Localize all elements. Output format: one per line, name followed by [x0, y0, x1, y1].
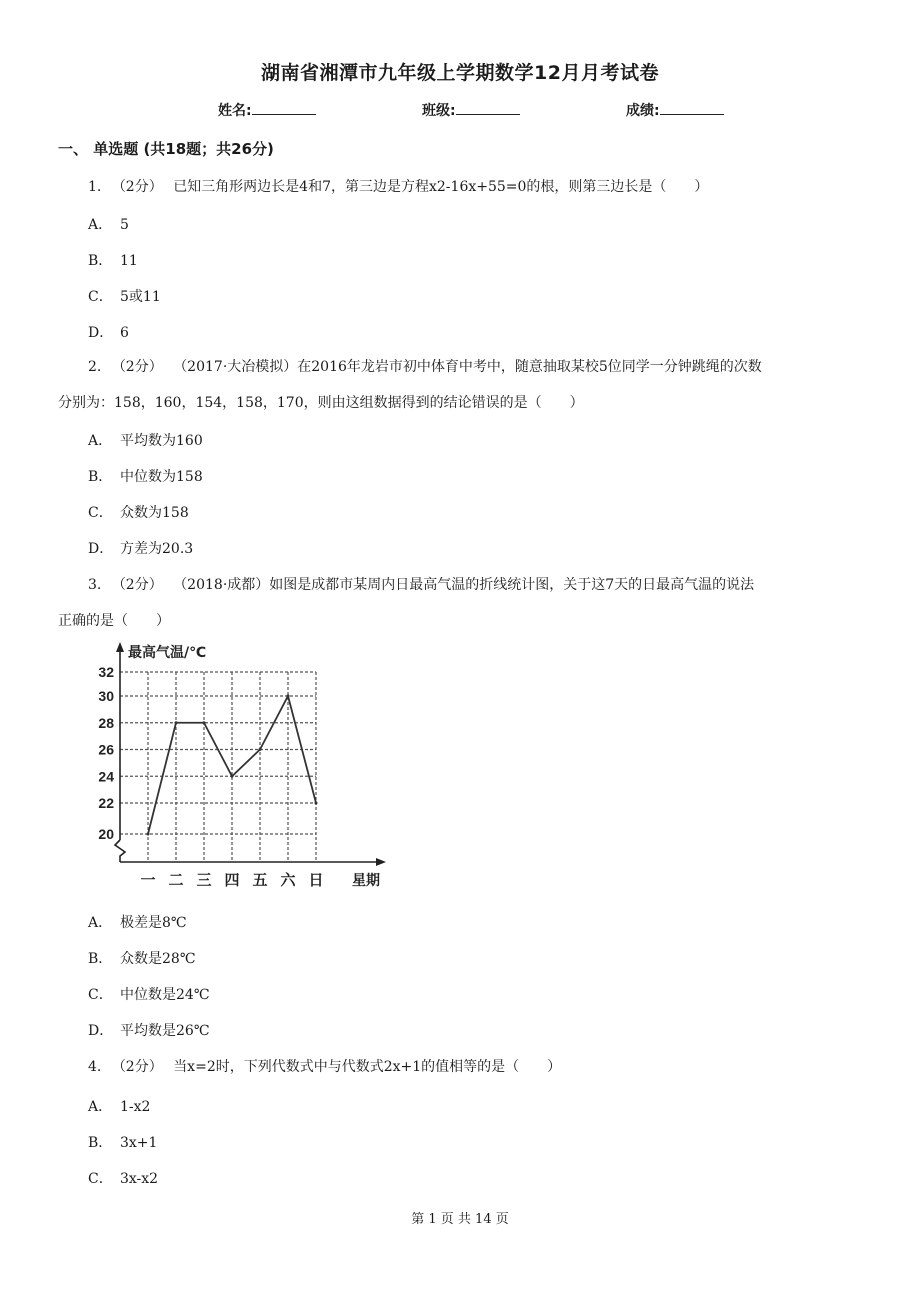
- name-label: 姓名:: [218, 103, 252, 119]
- option: [88, 466, 203, 486]
- option-letter: A．: [88, 915, 113, 931]
- option-text: 平均数是26℃: [120, 1023, 210, 1039]
- option: [88, 430, 203, 450]
- option: [88, 214, 129, 234]
- y-axis-break: [115, 840, 125, 862]
- option: [88, 984, 209, 1004]
- y-axis-arrow: [116, 642, 124, 652]
- y-axis-title: 最高气温/℃: [128, 645, 207, 661]
- option-letter: B．: [88, 253, 113, 269]
- question-3: [88, 574, 754, 594]
- x-axis-arrow: [376, 858, 386, 866]
- option: [88, 1168, 158, 1188]
- class-field: [422, 100, 520, 120]
- temperature-line-chart: [90, 640, 400, 900]
- y-tick-label: 32: [98, 664, 114, 680]
- question-text: 当x=2时，下列代数式中与代数式2x+1的值相等的是（ ）: [173, 1059, 562, 1075]
- option-text: 中位数为158: [120, 469, 203, 485]
- option-text: 众数是28℃: [120, 951, 196, 967]
- class-label: 班级:: [422, 103, 456, 119]
- page-footer: 第 1 页 共 14 页: [411, 1212, 509, 1227]
- option-text: 1-x2: [120, 1099, 151, 1115]
- option-text: 中位数是24℃: [120, 987, 210, 1003]
- data-point: [315, 802, 318, 805]
- option-text: 5或11: [120, 289, 161, 305]
- x-axis-title: 星期: [352, 873, 380, 889]
- option-text: 6: [120, 325, 129, 341]
- option-text: 5: [120, 217, 129, 233]
- question-text: （2017·大冶模拟）在2016年龙岩市初中体育中考中，随意抽取某校5位同学一分钟跳绳的次数: [173, 359, 762, 375]
- name-field: [218, 100, 316, 120]
- data-point: [147, 833, 150, 836]
- score-field: [626, 100, 724, 120]
- y-tick-label: 24: [98, 768, 114, 785]
- option-letter: C．: [88, 987, 113, 1003]
- option-letter: A．: [88, 217, 113, 233]
- question-points: （2分）: [111, 179, 163, 195]
- y-tick-label: 22: [98, 795, 114, 811]
- question-number: 3.: [88, 577, 102, 593]
- x-category-label: 一: [140, 871, 156, 889]
- option-text: 众数为158: [120, 505, 189, 521]
- question-text-continued: 正确的是（ ）: [58, 613, 170, 629]
- option-text: 3x-x2: [120, 1171, 159, 1187]
- data-point: [231, 775, 234, 778]
- data-point: [175, 721, 178, 724]
- option-text: 11: [120, 253, 138, 269]
- question-points: （2分）: [111, 577, 163, 593]
- question-2: [88, 356, 762, 376]
- question-1: [88, 176, 708, 196]
- x-category-label: 二: [168, 871, 184, 889]
- option-text: 平均数为160: [120, 433, 203, 449]
- question-number: 4.: [88, 1059, 102, 1075]
- section-heading: 一、 单选题 (共18题；共26分): [58, 140, 274, 158]
- question-number: 2.: [88, 359, 102, 375]
- question-points: （2分）: [111, 359, 163, 375]
- class-blank: [456, 100, 520, 115]
- option-letter: B．: [88, 951, 113, 967]
- option-letter: A．: [88, 1099, 113, 1115]
- option: [88, 912, 187, 932]
- score-label: 成绩:: [626, 103, 660, 119]
- option-letter: B．: [88, 469, 113, 485]
- option: [88, 948, 195, 968]
- option: [88, 1020, 209, 1040]
- option-text: 方差为20.3: [120, 541, 194, 557]
- option-letter: D．: [88, 325, 114, 341]
- option: [88, 502, 189, 522]
- name-blank: [252, 100, 316, 115]
- option: [88, 322, 129, 342]
- x-category-label: 六: [280, 871, 296, 889]
- option: [88, 538, 193, 558]
- question-4: [88, 1056, 561, 1076]
- x-category-label: 三: [196, 871, 212, 889]
- option-text: 极差是8℃: [120, 915, 187, 931]
- option-text: 3x+1: [120, 1135, 158, 1151]
- option-letter: D．: [88, 541, 114, 557]
- option: [88, 286, 161, 306]
- option: [88, 1096, 150, 1116]
- question-text: （2018·成都）如图是成都市某周内日最高气温的折线统计图，关于这7天的日最高气温的说法: [173, 577, 755, 593]
- x-category-label: 五: [252, 871, 268, 889]
- option-letter: A．: [88, 433, 113, 449]
- y-tick-label: 26: [98, 741, 114, 758]
- y-tick-label: 28: [98, 714, 114, 731]
- y-tick-label: 30: [98, 688, 114, 704]
- question-text: 已知三角形两边长是4和7，第三边是方程x2-16x+55=0的根，则第三边长是（ ）: [173, 179, 709, 195]
- data-point: [259, 748, 262, 751]
- exam-title: 湖南省湘潭市九年级上学期数学12月月考试卷: [261, 62, 659, 84]
- question-text-continued: 分别为：158，160，154，158，170，则由这组数据得到的结论错误的是（ ）: [58, 395, 584, 411]
- option-letter: B．: [88, 1135, 113, 1151]
- data-point: [287, 695, 290, 698]
- option-letter: C．: [88, 1171, 113, 1187]
- x-category-label: 日: [308, 871, 324, 889]
- x-category-label: 四: [224, 871, 240, 889]
- score-blank: [660, 100, 724, 115]
- option-letter: D．: [88, 1023, 114, 1039]
- option-letter: C．: [88, 289, 113, 305]
- y-tick-label: 20: [98, 826, 114, 842]
- option: [88, 250, 138, 270]
- option-letter: C．: [88, 505, 113, 521]
- option: [88, 1132, 157, 1152]
- question-number: 1.: [88, 179, 102, 195]
- data-point: [203, 721, 206, 724]
- question-points: （2分）: [111, 1059, 163, 1075]
